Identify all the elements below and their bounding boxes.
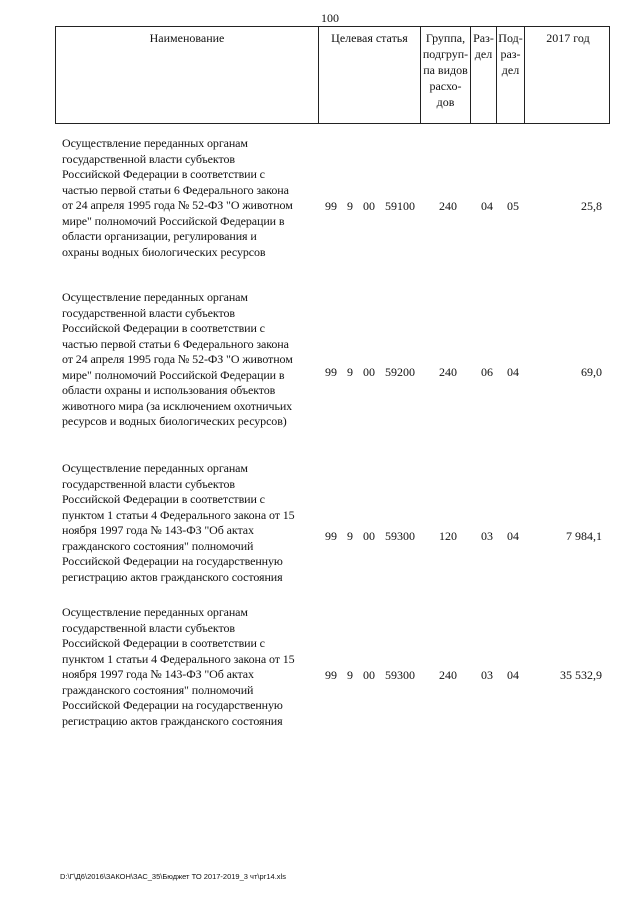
row-amount: 35 532,9 — [560, 668, 602, 682]
row-amount: 7 984,1 — [566, 529, 602, 543]
row-name-line: Российской Федерации в соответствии с — [62, 167, 265, 181]
row-name-line: гражданского состояния" полномочий — [62, 682, 254, 697]
row-name-line: частью первой статьи 6 Федерального закона — [62, 336, 289, 351]
header-line: па видов — [423, 63, 468, 77]
row-section: 03 — [481, 529, 493, 543]
header-line: Группа, — [425, 31, 466, 45]
row-name-line: ресурсов и водных биологических ресурсов) — [62, 414, 287, 428]
row-t3: 00 — [363, 529, 375, 543]
header-target-article: Целевая статья — [319, 27, 421, 123]
header-line: дел — [501, 63, 520, 77]
row-t2: 9 — [347, 199, 353, 213]
row-name-line: Российской Федерации на государственную — [62, 698, 283, 712]
row-name-line: Российской Федерации в соответствии с — [62, 321, 265, 335]
row-t3: 00 — [363, 668, 375, 682]
row-t4: 59300 — [385, 668, 415, 682]
row-name-line: Осуществление переданных органам — [62, 605, 248, 619]
row-name-line: от 24 апреля 1995 года № 52-ФЗ "О животном — [62, 352, 293, 366]
header-line: Под- — [498, 31, 523, 45]
row-group: 120 — [439, 529, 457, 543]
row-group: 240 — [439, 199, 457, 213]
row-amount: 69,0 — [581, 365, 602, 379]
row-name-line: мире" полномочий Российской Федерации в — [62, 213, 285, 228]
row-t1: 99 — [325, 529, 337, 543]
row-subsection: 05 — [507, 199, 519, 213]
row-t1: 99 — [325, 199, 337, 213]
row-name — [62, 290, 330, 430]
row-t2: 9 — [347, 668, 353, 682]
row-name-line: гражданского состояния" полномочий — [62, 538, 254, 553]
row-name-line: пунктом 1 статьи 4 Федерального закона от 15 — [62, 507, 295, 522]
row-name-line: государственной власти субъектов — [62, 151, 235, 166]
row-name-line: охраны водных биологических ресурсов — [62, 244, 266, 259]
header-line: дов — [436, 95, 455, 109]
row-name-line: Российской Федерации в соответствии с — [62, 492, 265, 506]
row-t2: 9 — [347, 365, 353, 379]
row-name — [62, 605, 330, 729]
row-t4: 59200 — [385, 365, 415, 379]
row-name-line: регистрацию актов гражданского состояния — [62, 713, 283, 728]
page-number: 100 — [321, 11, 339, 25]
header-line: подгруп- — [422, 47, 469, 61]
row-t1: 99 — [325, 365, 337, 379]
row-subsection: 04 — [507, 529, 519, 543]
row-t2: 9 — [347, 529, 353, 543]
row-name-line: Российской Федерации на государственную — [62, 554, 283, 568]
row-group: 240 — [439, 365, 457, 379]
row-t3: 00 — [363, 365, 375, 379]
row-subsection: 04 — [507, 668, 519, 682]
row-name-line: частью первой статьи 6 Федерального закона — [62, 182, 289, 197]
row-section: 04 — [481, 199, 493, 213]
row-name-line: Осуществление переданных органам — [62, 290, 248, 304]
header-expense-group — [421, 27, 471, 123]
header-line: дел — [474, 47, 493, 61]
header-section — [471, 27, 497, 123]
row-name-line: регистрацию актов гражданского состояния — [62, 569, 283, 584]
header-line: расхо- — [429, 79, 462, 93]
row-name-line: ноября 1997 года № 143-ФЗ "Об актах — [62, 667, 254, 681]
row-name-line: государственной власти субъектов — [62, 620, 235, 635]
table-header — [55, 26, 610, 124]
row-name-line: Осуществление переданных органам — [62, 461, 248, 475]
row-name-line: Осуществление переданных органам — [62, 136, 248, 150]
row-name-line: области организации, регулирования и — [62, 229, 257, 243]
header-name: Наименование — [56, 27, 319, 123]
row-t4: 59300 — [385, 529, 415, 543]
row-name-line: пунктом 1 статьи 4 Федерального закона от 15 — [62, 651, 295, 666]
row-name — [62, 136, 330, 260]
header-line: Раз- — [473, 31, 494, 45]
row-group: 240 — [439, 668, 457, 682]
row-name-line: государственной власти субъектов — [62, 305, 235, 320]
row-name-line: Российской Федерации в соответствии с — [62, 636, 265, 650]
file-path-footer: D:\Г\Д6\2016\ЗАКОН\ЗАС_35\Бюджет ТО 2017-2019_3 чт\рг14.xls — [60, 872, 286, 881]
row-section: 03 — [481, 668, 493, 682]
row-name-line: области охраны и использования объектов — [62, 383, 276, 397]
row-name-line: ноября 1997 года № 143-ФЗ "Об актах — [62, 523, 254, 537]
row-name-line: животного мира (за исключением охотничьих — [62, 398, 293, 413]
row-name — [62, 461, 330, 585]
header-subsection — [497, 27, 525, 123]
row-section: 06 — [481, 365, 493, 379]
row-t4: 59100 — [385, 199, 415, 213]
row-name-line: мире" полномочий Российской Федерации в — [62, 367, 285, 382]
row-t1: 99 — [325, 668, 337, 682]
header-year: 2017 год — [546, 31, 590, 45]
row-amount: 25,8 — [581, 199, 602, 213]
header-line: раз- — [500, 47, 521, 61]
row-subsection: 04 — [507, 365, 519, 379]
row-t3: 00 — [363, 199, 375, 213]
row-name-line: государственной власти субъектов — [62, 476, 235, 491]
row-name-line: от 24 апреля 1995 года № 52-ФЗ "О животном — [62, 198, 293, 212]
